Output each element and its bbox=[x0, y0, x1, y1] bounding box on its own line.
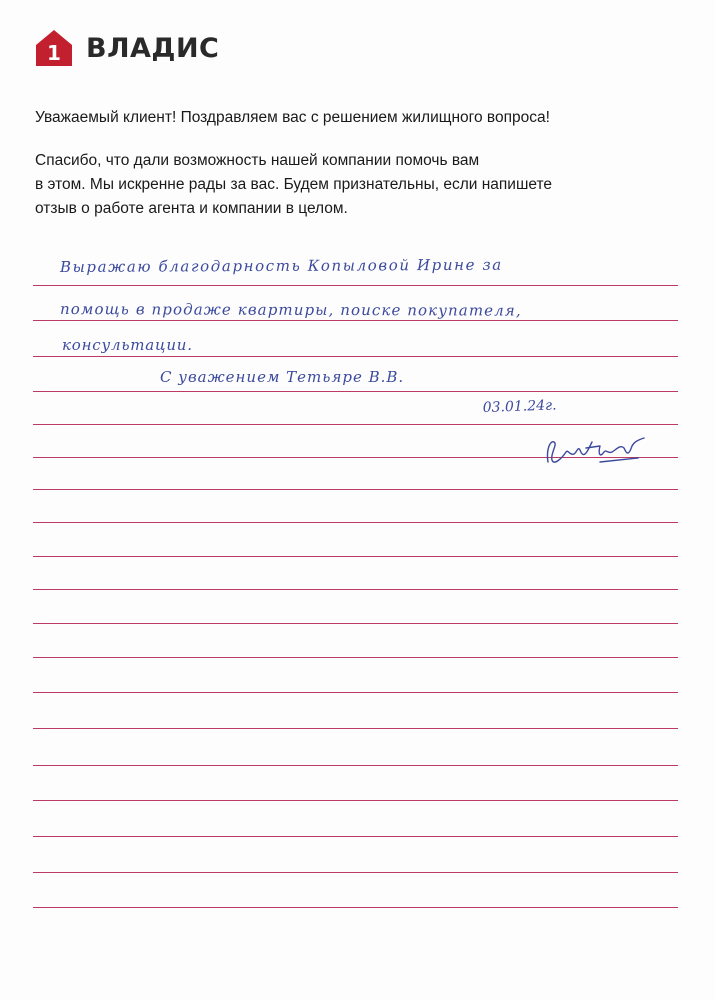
ruled-line bbox=[33, 623, 678, 624]
ruled-line bbox=[33, 589, 678, 590]
handwritten-closing: С уважением Тетьяре В.В. bbox=[160, 368, 405, 386]
ruled-line bbox=[33, 657, 678, 658]
ruled-line bbox=[33, 356, 678, 357]
ruled-lines bbox=[33, 0, 678, 1000]
brand-name: ВЛАДИС bbox=[86, 32, 220, 64]
ruled-line bbox=[33, 800, 678, 801]
handwritten-line-1: Выражаю благодарность Копыловой Ирине за bbox=[59, 255, 503, 276]
ruled-line bbox=[33, 692, 678, 693]
greeting: Уважаемый клиент! Поздравляем вас с решением жилищного вопроса! bbox=[35, 109, 550, 126]
ruled-line bbox=[33, 907, 678, 908]
handwritten-line-2: помощь в продаже квартиры, поиске покупателя, bbox=[60, 300, 522, 320]
logo-digit: 1 bbox=[47, 41, 61, 65]
ruled-line bbox=[33, 391, 678, 392]
ruled-line bbox=[33, 424, 678, 425]
ruled-line bbox=[33, 320, 678, 321]
ruled-line bbox=[33, 489, 678, 490]
handwritten-line-3: консультации. bbox=[62, 336, 193, 354]
ruled-line bbox=[33, 285, 678, 286]
ruled-line bbox=[33, 522, 678, 523]
signature bbox=[540, 432, 650, 472]
thank-you-message: Спасибо, что дали возможность нашей компании помочь вам в этом. Мы искренне рады за вас. Будем признательны, если напишете отзыв о работе агента и компании в целом. bbox=[35, 152, 553, 217]
ruled-line bbox=[33, 836, 678, 837]
ruled-line bbox=[33, 728, 678, 729]
ruled-line bbox=[33, 872, 678, 873]
handwritten-date: 03.01.24г. bbox=[482, 397, 557, 416]
ruled-line bbox=[33, 556, 678, 557]
ruled-line bbox=[33, 765, 678, 766]
